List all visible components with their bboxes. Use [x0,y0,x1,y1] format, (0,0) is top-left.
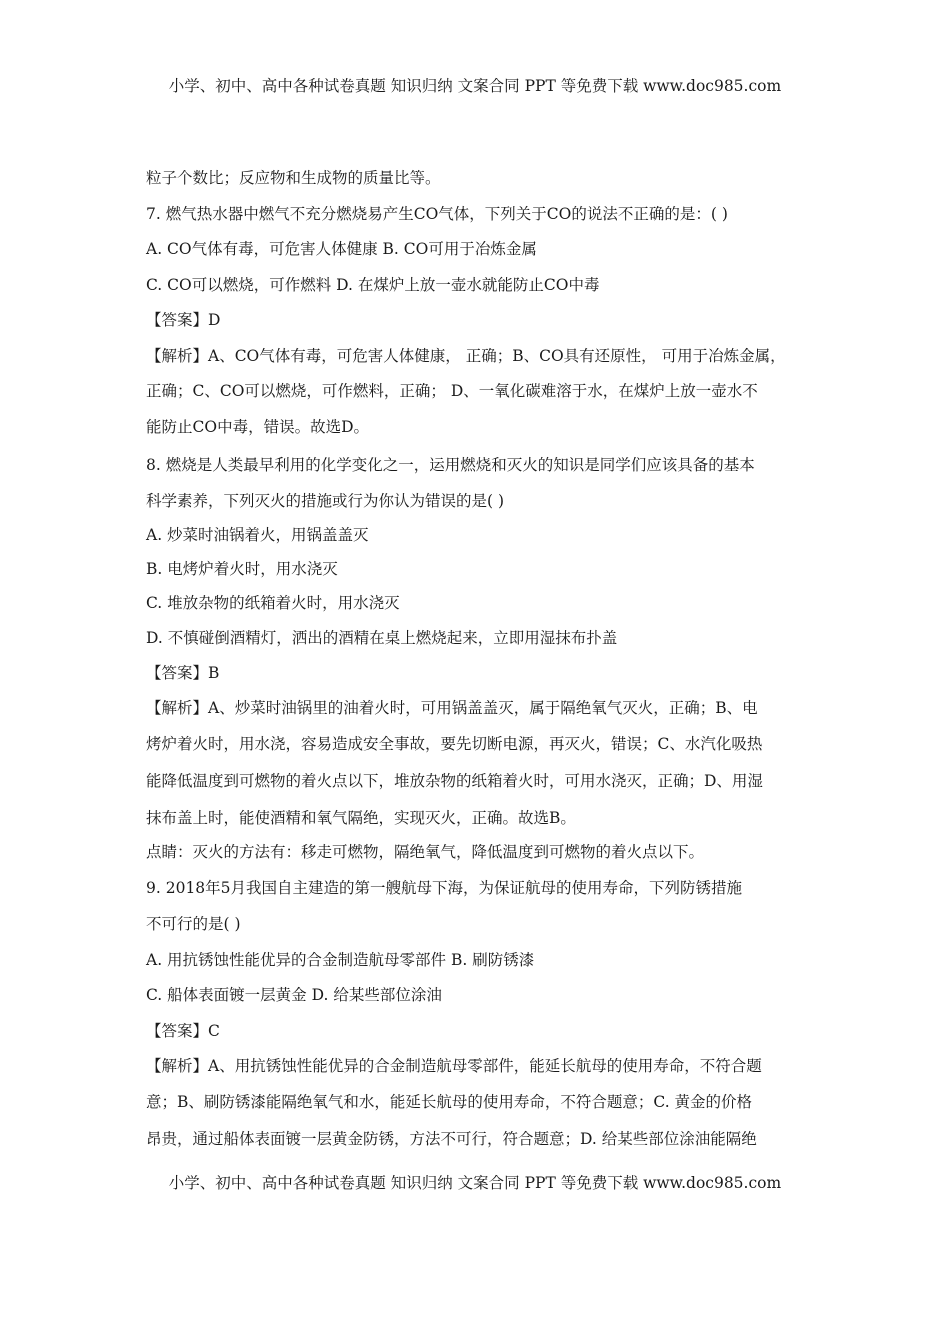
page-footer: 小学、初中、高中各种试卷真题 知识归纳 文案合同 PPT 等免费下载 www.doc985.com [168,1174,782,1192]
question-7-analysis: 【解析】A、CO气体有毒，可危害人体健康， 正确；B、CO具有还原性， 可用于冶炼金属， [146,347,786,365]
question-8-analysis: 【解析】A、炒菜时油锅里的油着火时，可用锅盖盖灭，属于隔绝氧气灭火，正确；B、电 [146,699,758,717]
question-8-option-b: B. 电烤炉着火时，用水浇灭 [146,560,338,578]
question-8-stem: 科学素养，下列灭火的措施或行为你认为错误的是( ) [146,492,505,510]
question-9-analysis: 【解析】A、用抗锈蚀性能优异的合金制造航母零部件，能延长航母的使用寿命，不符合题 [146,1057,762,1075]
question-7-stem: 7. 燃气热水器中燃气不充分燃烧易产生CO气体，下列关于CO的说法不正确的是：( ) [146,205,728,223]
text-line: 粒子个数比；反应物和生成物的质量比等。 [146,169,441,187]
question-9-analysis: 昂贵，通过船体表面镀一层黄金防锈，方法不可行，符合题意；D. 给某些部位涂油能隔绝 [146,1130,757,1148]
page-header: 小学、初中、高中各种试卷真题 知识归纳 文案合同 PPT 等免费下载 www.doc985.com [168,77,782,95]
question-9-options-cd: C. 船体表面镀一层黄金 D. 给某些部位涂油 [146,986,442,1004]
question-9-analysis: 意；B、刷防锈漆能隔绝氧气和水，能延长航母的使用寿命，不符合题意；C. 黄金的价格 [146,1093,753,1111]
question-8-tip: 点睛：灭火的方法有：移走可燃物，隔绝氧气，降低温度到可燃物的着火点以下。 [146,843,705,861]
question-8-analysis: 能降低温度到可燃物的着火点以下，堆放杂物的纸箱着火时，可用水浇灭，正确；D、用湿 [146,772,763,790]
question-8-answer: 【答案】B [146,664,220,682]
question-8-analysis: 抹布盖上时，能使酒精和氧气隔绝，实现灭火，正确。故选B。 [146,809,576,827]
question-8-option-c: C. 堆放杂物的纸箱着火时，用水浇灭 [146,594,400,612]
question-9-options-ab: A. 用抗锈蚀性能优异的合金制造航母零部件 B. 刷防锈漆 [146,951,535,969]
question-9-answer: 【答案】C [146,1022,220,1040]
question-9-stem: 不可行的是( ) [146,915,241,933]
question-7-answer: 【答案】D [146,311,221,329]
question-7-options-cd: C. CO可以燃烧，可作燃料 D. 在煤炉上放一壶水就能防止CO中毒 [146,276,600,294]
question-8-option-d: D. 不慎碰倒酒精灯，洒出的酒精在桌上燃烧起来，立即用湿抹布扑盖 [146,629,618,647]
question-8-stem: 8. 燃烧是人类最早利用的化学变化之一，运用燃烧和灭火的知识是同学们应该具备的基本 [146,456,755,474]
question-7-options-ab: A. CO气体有毒，可危害人体健康 B. CO可用于冶炼金属 [146,240,537,258]
question-8-option-a: A. 炒菜时油锅着火，用锅盖盖灭 [146,526,369,544]
question-9-stem: 9. 2018年5月我国自主建造的第一艘航母下海，为保证航母的使用寿命，下列防锈措施 [146,879,743,897]
question-7-analysis: 能防止CO中毒，错误。故选D。 [146,418,369,436]
question-8-analysis: 烤炉着火时，用水浇，容易造成安全事故，要先切断电源，再灭火，错误；C、水汽化吸热 [146,735,763,753]
question-7-analysis: 正确；C、CO可以燃烧，可作燃料，正确； D、一氧化碳难溶于水，在煤炉上放一壶水不 [146,382,758,400]
